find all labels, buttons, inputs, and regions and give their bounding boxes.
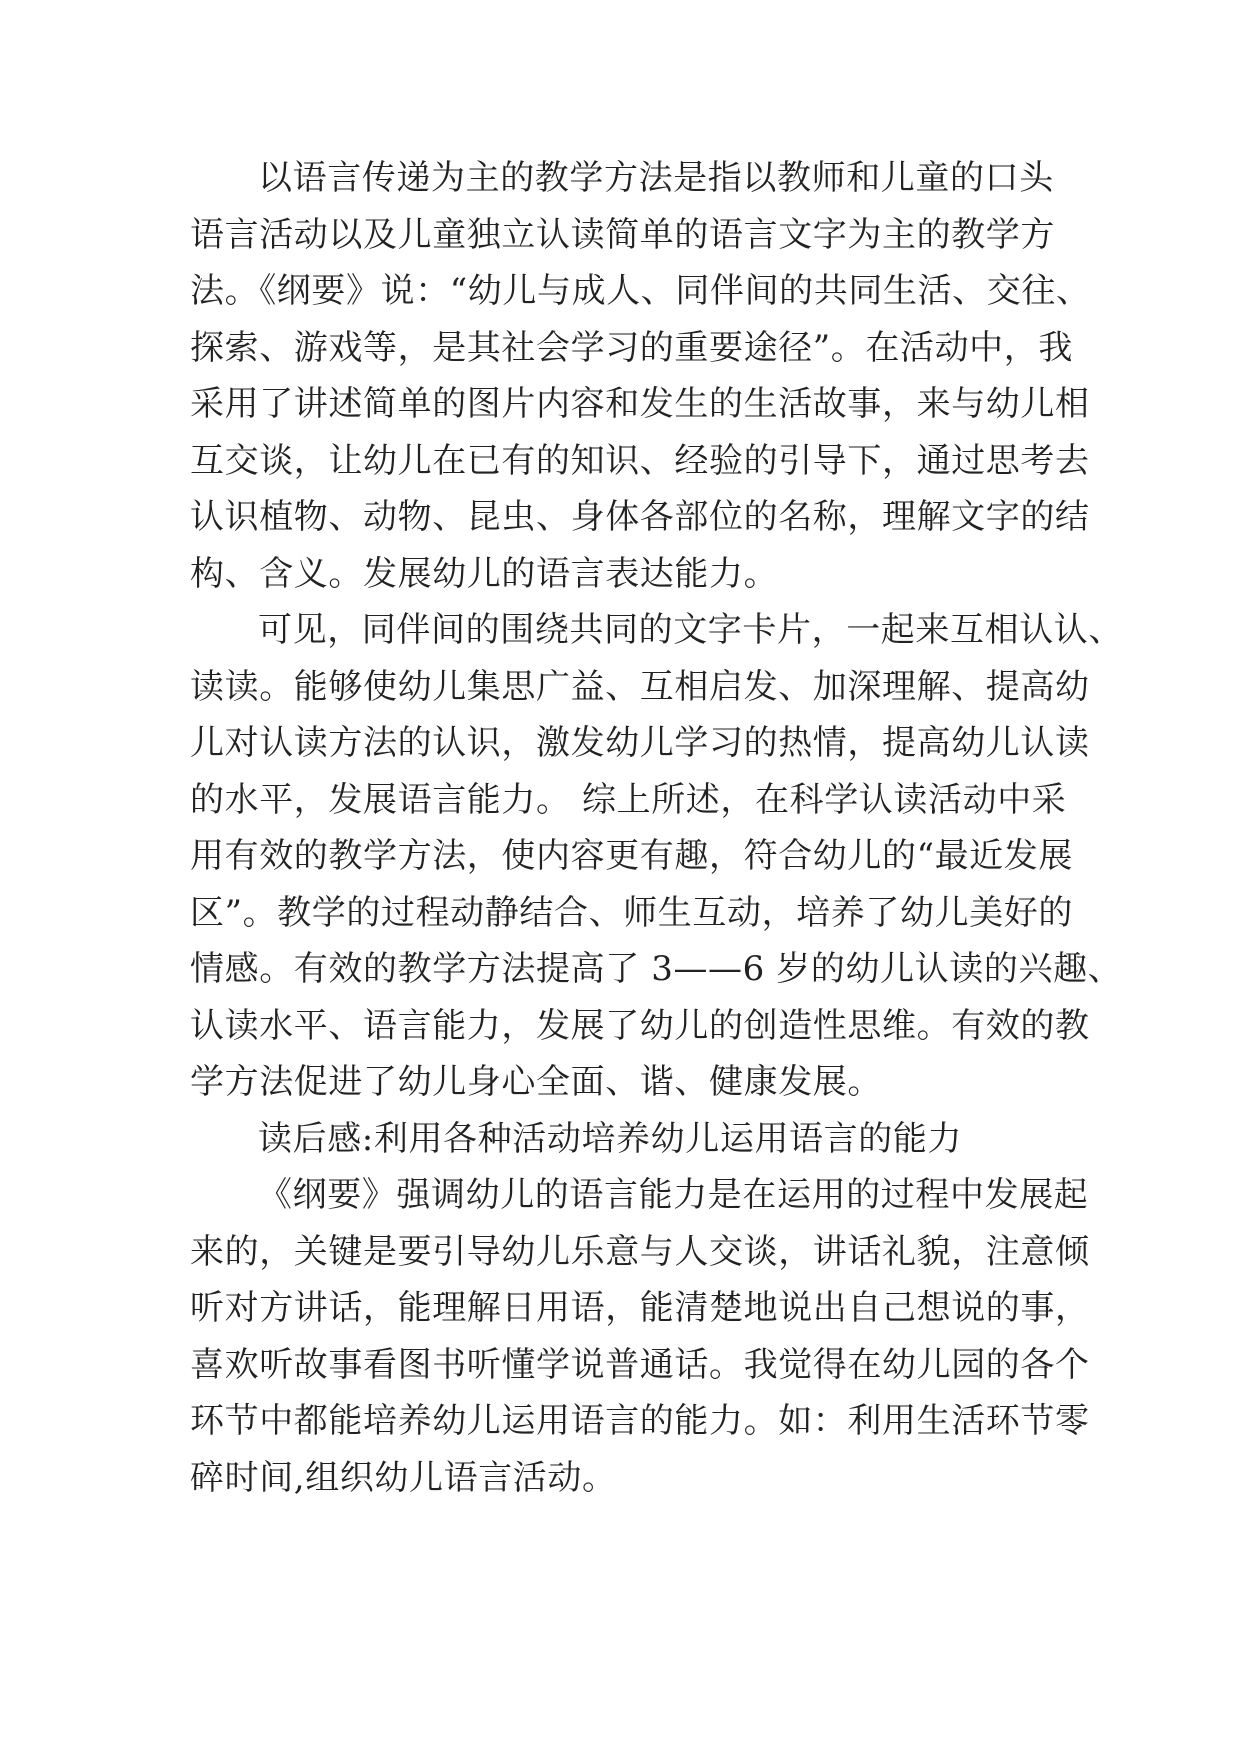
text-line: 用有效的教学方法，使内容更有趣，符合幼儿的“最近发展 xyxy=(190,836,1073,876)
text-line: 语言活动以及儿童独立认读简单的语言文字为主的教学方 xyxy=(190,214,1055,255)
text-line: 认读水平、语言能力，发展了幼儿的创造性思维。有效的教 xyxy=(190,1005,1090,1046)
text-line: 构、含义。发展幼儿的语言表达能力。 xyxy=(190,553,779,594)
text-line: 碎时间,组织幼儿语言活动。 xyxy=(190,1457,617,1498)
text-line: 环节中都能培养幼儿运用语言的能力。如：利用生活环节零 xyxy=(190,1401,1090,1441)
text-line: 读读。能够使幼儿集思广益、互相启发、加深理解、提高幼 xyxy=(190,666,1090,707)
text-line: 法。《纲要》说：“幼儿与成人、同伴间的共同生活、交往、 xyxy=(190,271,1091,311)
text-line: 认识植物、动物、昆虫、身体各部位的名称，理解文字的结 xyxy=(190,497,1090,537)
paragraph-teaching-methods xyxy=(190,150,1091,602)
text-line: 儿对认读方法的认识，激发幼儿学习的热情，提高幼儿认读 xyxy=(190,723,1090,763)
text-line: 探索、游戏等，是其社会学习的重要途径”。在活动中，我 xyxy=(190,327,1073,368)
heading-line: 读后感:利用各种活动培养幼儿运用语言的能力 xyxy=(258,1118,963,1159)
text-line: 情感。有效的教学方法提高了 3——6 岁的幼儿认读的兴趣、 xyxy=(190,949,1123,989)
text-line: 听对方讲话，能理解日用语，能清楚地说出自己想说的事， xyxy=(190,1288,1090,1328)
text-line: 喜欢听故事看图书听懂学说普通话。我觉得在幼儿园的各个 xyxy=(190,1344,1090,1385)
text-line: 区”。教学的过程动静结合、师生互动，培养了幼儿美好的 xyxy=(190,892,1073,933)
text-line: 以语言传递为主的教学方法是指以教师和儿童的口头 xyxy=(258,158,1054,198)
text-line: 采用了讲述简单的图片内容和发生的生活故事，来与幼儿相 xyxy=(190,384,1090,424)
text-line: 来的，关键是要引导幼儿乐意与人交谈，讲话礼貌，注意倾 xyxy=(190,1231,1090,1272)
text-line: 互交谈，让幼儿在已有的知识、经验的引导下，通过思考去 xyxy=(190,440,1090,481)
body-text xyxy=(190,150,1123,1506)
text-line: 的水平，发展语言能力。 综上所述，在科学认读活动中采 xyxy=(190,779,1067,820)
text-line: 《纲要》强调幼儿的语言能力是在运用的过程中发展起 xyxy=(258,1175,1089,1215)
paragraph-conclusion xyxy=(190,602,1123,1111)
paragraph-language-ability xyxy=(190,1167,1090,1506)
text-line: 可见，同伴间的围绕共同的文字卡片，一起来互相认认、 xyxy=(258,610,1123,650)
section-heading xyxy=(190,1111,1052,1168)
text-line: 学方法促进了幼儿身心全面、谐、健康发展。 xyxy=(190,1062,882,1102)
